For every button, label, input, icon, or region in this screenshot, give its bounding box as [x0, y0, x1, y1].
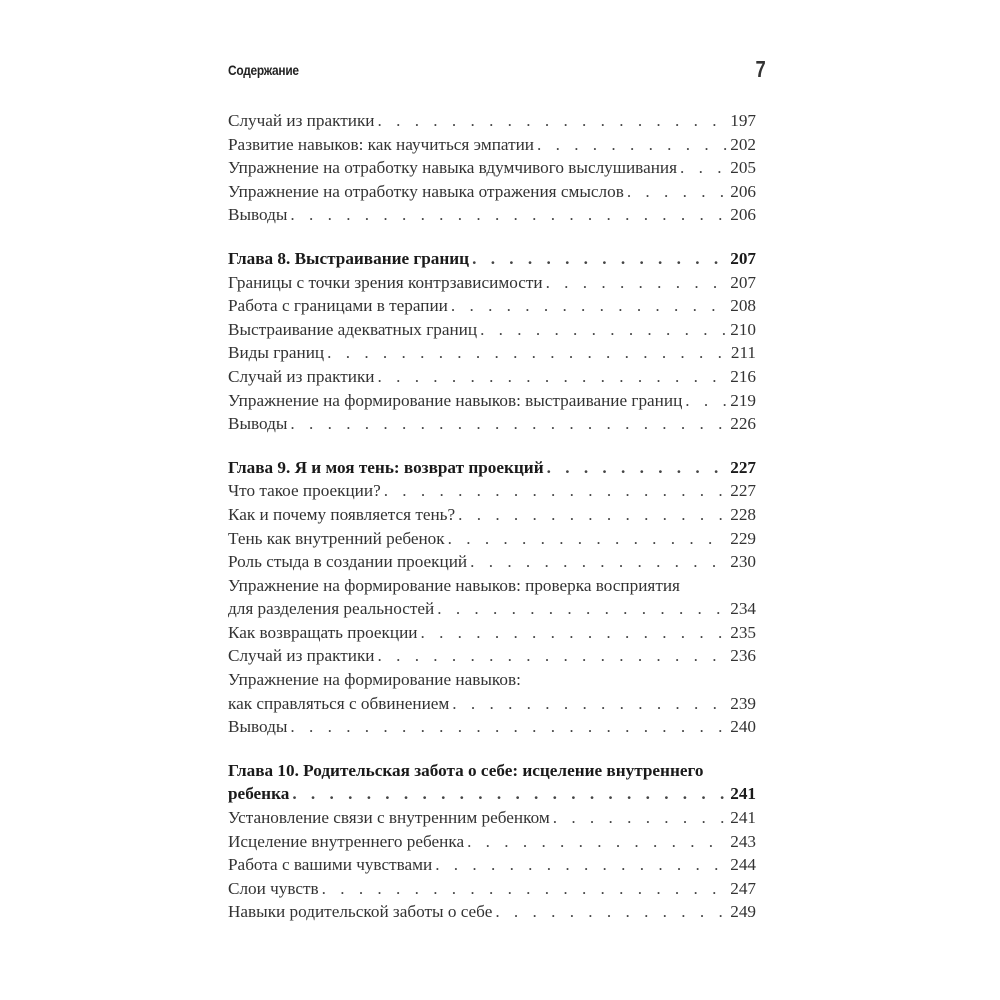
dot-leader [553, 806, 727, 830]
toc-chapter-9[interactable] [228, 456, 756, 480]
dot-leader [290, 203, 727, 227]
toc-entry-title: Случай из практики [228, 111, 375, 130]
toc-entry[interactable] [228, 830, 756, 854]
toc-entry-page: 247 [730, 878, 756, 898]
toc-entry-page: 249 [730, 902, 756, 922]
chapter-page: 241 [730, 784, 756, 804]
toc-entry-page: 226 [730, 414, 756, 434]
dot-leader [685, 389, 727, 413]
toc-entry-title: Упражнение на формирование навыков: выстраивание границ [228, 390, 683, 410]
toc-entry-title: Работа с вашими чувствами [228, 855, 433, 875]
toc-entry[interactable] [228, 109, 756, 133]
toc-entry[interactable] [228, 389, 756, 413]
dot-leader [627, 180, 727, 204]
section-gap [228, 436, 756, 456]
toc-entry-title: Случай из практики [228, 646, 375, 666]
dot-leader [537, 133, 727, 157]
running-head [228, 56, 768, 86]
toc-entry-page: 234 [730, 599, 756, 619]
toc-entry-title: как справляться с обвинением [228, 693, 450, 713]
toc-entry-title: Как возвращать проекции [228, 622, 418, 642]
dot-leader [322, 877, 728, 901]
toc-entry[interactable] [228, 341, 756, 365]
dot-leader [451, 294, 727, 318]
toc-entry[interactable] [228, 527, 756, 551]
toc-entry-page: 206 [730, 205, 756, 225]
dot-leader [384, 479, 728, 503]
toc-entry-page: 211 [730, 343, 756, 363]
dot-leader [448, 527, 728, 551]
dot-leader [472, 247, 727, 271]
toc-entry-page: 210 [730, 319, 756, 339]
toc-entry[interactable] [228, 715, 756, 739]
toc-entry[interactable] [228, 900, 756, 924]
toc-entry-title: Случай из практики [228, 366, 375, 386]
toc-entry-title: Упражнение на отработку навыка вдумчивого выслушивания [228, 158, 677, 178]
toc-entry[interactable] [228, 180, 756, 204]
page-number: 7 [755, 56, 766, 82]
chapter-title-first-line[interactable]: Глава 10. Родительская забота о себе: исцеление внутреннего [228, 760, 704, 780]
chapter-title: ребенка [228, 784, 290, 804]
toc-entry-title: Границы с точки зрения контрзависимости [228, 272, 543, 292]
dot-leader [435, 853, 727, 877]
toc-entry-title: Как и почему появляется тень? [228, 504, 456, 524]
dot-leader [495, 900, 727, 924]
toc-entry-title: Виды границ [228, 343, 325, 363]
section-gap [228, 227, 756, 247]
dot-leader [458, 503, 727, 527]
dot-leader [290, 715, 727, 739]
dot-leader [378, 365, 728, 389]
toc-entry[interactable] [228, 877, 756, 901]
toc-entry[interactable] [228, 156, 756, 180]
toc-chapter-8[interactable] [228, 247, 756, 271]
toc-entry-page: 197 [730, 111, 756, 130]
toc-entry-title: Тень как внутренний ребенок [228, 528, 445, 548]
toc-entry-page: 241 [730, 808, 756, 828]
toc-entry-page: 235 [730, 622, 756, 642]
toc-entry-page: 240 [730, 717, 756, 737]
toc-entry[interactable] [228, 133, 756, 157]
toc-entry-page: 208 [730, 296, 756, 316]
chapter-page: 227 [730, 457, 756, 477]
toc-entry-title: Работа с границами в терапии [228, 296, 448, 316]
dot-leader [420, 621, 727, 645]
toc-entry[interactable] [228, 692, 756, 716]
toc-entry-title: Выводы [228, 717, 288, 737]
toc-entry-page: 228 [730, 504, 756, 524]
toc-entry-first-line[interactable]: Упражнение на формирование навыков: проверка восприятия [228, 575, 680, 595]
toc-entry[interactable] [228, 479, 756, 503]
dot-leader [680, 156, 727, 180]
toc-entry-first-line[interactable]: Упражнение на формирование навыков: [228, 670, 521, 690]
dot-leader [327, 341, 728, 365]
toc-entry[interactable] [228, 621, 756, 645]
toc-entry-title: Роль стыда в создании проекций [228, 552, 468, 572]
toc-entry[interactable] [228, 203, 756, 227]
toc-entry[interactable] [228, 412, 756, 436]
toc-entry[interactable] [228, 271, 756, 295]
dot-leader [480, 318, 727, 342]
dot-leader [547, 456, 728, 480]
toc-entry-title: Выводы [228, 205, 288, 225]
toc-entry-title: Что такое проекции? [228, 481, 381, 501]
dot-leader [452, 692, 727, 716]
toc-entry-page: 219 [730, 390, 756, 410]
dot-leader [546, 271, 728, 295]
toc-entry[interactable] [228, 644, 756, 668]
toc-entry-title: Выводы [228, 414, 288, 434]
toc-entry-page: 206 [730, 181, 756, 201]
section-gap [228, 739, 756, 759]
dot-leader [292, 782, 727, 806]
toc-entry[interactable] [228, 597, 756, 621]
toc-chapter-10[interactable] [228, 782, 756, 806]
toc-entry-page: 244 [730, 855, 756, 875]
toc-entry[interactable] [228, 318, 756, 342]
toc-entry-title: Навыки родительской заботы о себе [228, 902, 493, 922]
toc-entry-page: 202 [730, 134, 756, 154]
toc-entry-page: 229 [730, 528, 756, 548]
toc-entry-page: 239 [730, 693, 756, 713]
toc-entry-title: для разделения реальностей [228, 599, 435, 619]
toc-entry-page: 243 [730, 831, 756, 851]
toc-entry-title: Упражнение на отработку навыка отражения смыслов [228, 181, 624, 201]
toc-entry-title: Слои чувств [228, 878, 319, 898]
running-head-title: Содержание [228, 62, 299, 78]
toc-entry[interactable] [228, 806, 756, 830]
toc-entry-title: Развитие навыков: как научиться эмпатии [228, 134, 534, 154]
dot-leader [290, 412, 727, 436]
toc-entry[interactable] [228, 294, 756, 318]
toc-entry[interactable] [228, 365, 756, 389]
table-of-contents [228, 109, 756, 924]
toc-entry-page: 216 [730, 366, 756, 386]
dot-leader [437, 597, 727, 621]
toc-entry-title: Исцеление внутреннего ребенка [228, 831, 465, 851]
dot-leader [378, 109, 728, 133]
toc-entry-page: 230 [730, 552, 756, 572]
toc-entry-page: 236 [730, 646, 756, 666]
dot-leader [470, 550, 727, 574]
chapter-title: Глава 8. Выстраивание границ [228, 248, 470, 268]
toc-entry-page: 207 [730, 272, 756, 292]
toc-entry[interactable] [228, 853, 756, 877]
chapter-page: 207 [730, 248, 756, 268]
toc-entry-page: 205 [730, 158, 756, 178]
toc-entry-title: Выстраивание адекватных границ [228, 319, 478, 339]
toc-entry[interactable] [228, 503, 756, 527]
toc-entry-page: 227 [730, 481, 756, 501]
toc-entry-title: Установление связи с внутренним ребенком [228, 808, 550, 828]
toc-entry[interactable] [228, 550, 756, 574]
chapter-title: Глава 9. Я и моя тень: возврат проекций [228, 457, 544, 477]
dot-leader [378, 644, 728, 668]
dot-leader [467, 830, 727, 854]
